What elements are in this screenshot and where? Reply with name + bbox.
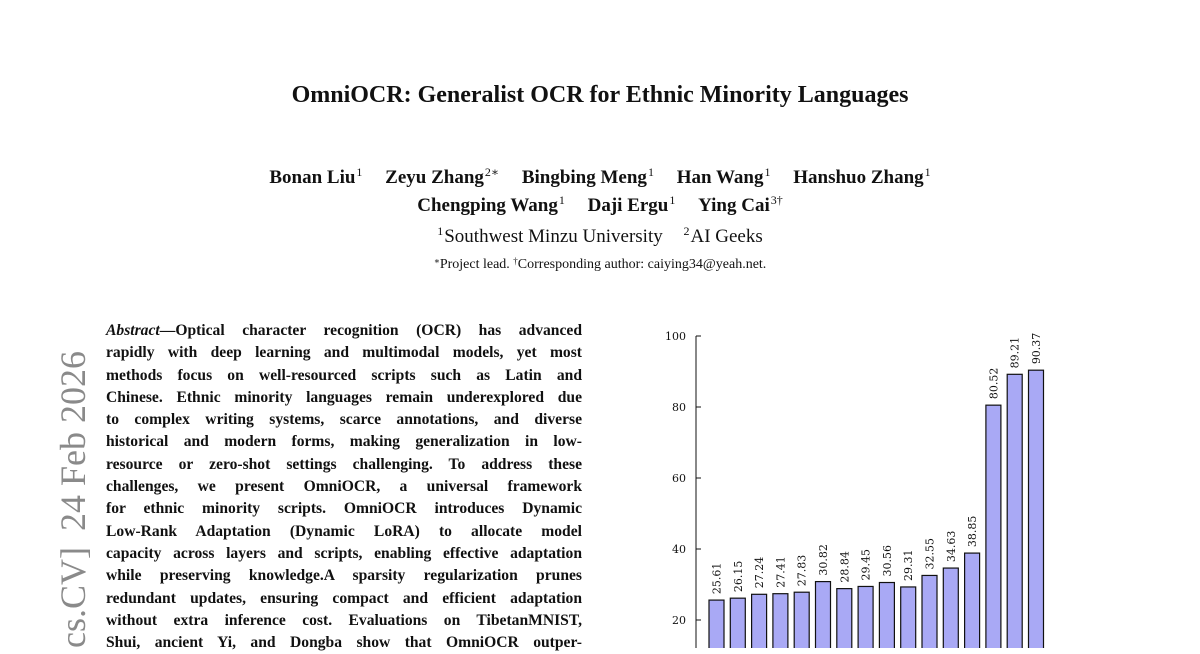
footnote-corr-mark: † — [513, 256, 518, 266]
author — [417, 195, 565, 217]
author-name: Daji Ergu — [587, 195, 669, 216]
author-name: Han Wang — [676, 167, 764, 188]
author-mark: 1 — [647, 165, 654, 179]
bar-value-label: 27.83 — [795, 554, 809, 587]
bar-value-label: 34.63 — [944, 530, 958, 563]
abstract-line: methods focus on well-resourced scripts such as Latin and — [106, 366, 582, 384]
abstract-line: Low-Rank Adaptation (Dynamic LoRA) to allocate model — [106, 522, 582, 540]
authors-line-1 — [0, 167, 1200, 189]
bar — [730, 598, 745, 648]
bar — [901, 587, 916, 648]
abstract-label: Abstract — [106, 322, 160, 339]
bar-value-label: 30.82 — [817, 544, 830, 576]
chart-marks — [665, 330, 1044, 648]
author — [269, 167, 362, 189]
abstract-line: for ethnic minority scripts. OmniOCR introduces Dynamic — [106, 500, 582, 518]
abstract-line: Chinese. Ethnic minority languages remain underexplored due — [106, 388, 582, 406]
bar-value-label: 25.61 — [710, 562, 724, 595]
abstract-line — [106, 320, 582, 342]
footnote-lead-text: Project lead. — [439, 257, 514, 272]
bar — [773, 594, 788, 648]
affiliation-name: AI Geeks — [690, 226, 763, 247]
author-name: Bonan Liu — [269, 167, 356, 188]
bar — [858, 586, 873, 648]
bar-value-label: 26.15 — [731, 560, 745, 593]
abstract-line: redundant updates, ensuring compact and efficient adaptation — [106, 589, 582, 607]
abstract-line: historical and modern forms, making generalization in low- — [106, 433, 582, 451]
bar — [943, 568, 958, 648]
bar-value-label: 90.37 — [1030, 332, 1043, 365]
bar — [965, 553, 980, 648]
bar — [879, 583, 894, 648]
bar-value-label: 89.21 — [1008, 336, 1022, 369]
accuracy-bar-chart — [620, 320, 1060, 648]
abstract-line: while preserving knowledge.A sparsity regularization prunes — [106, 567, 582, 585]
bar-value-label: 27.41 — [774, 556, 788, 588]
bar — [816, 582, 831, 648]
abstract-line: to complex writing systems, scarce annotations, and diverse — [106, 411, 582, 429]
author-mark: 2∗ — [484, 165, 500, 179]
abstract-line-text: —Optical character recognition (OCR) has advanced — [159, 322, 582, 339]
abstract-line: Shui, ancient Yi, and Dongba show that OmniOCR outper- — [106, 634, 582, 652]
y-tick-label: 60 — [672, 472, 686, 485]
affiliations — [0, 226, 1200, 248]
bar-value-label: 30.56 — [880, 545, 894, 577]
bar — [794, 592, 809, 648]
bar-value-label: 29.45 — [859, 548, 873, 581]
author-mark: 1 — [558, 193, 565, 207]
bar-value-label: 32.55 — [923, 537, 937, 570]
arxiv-category: cs.CV] — [53, 547, 93, 648]
abstract-line: resource or zero-shot settings challenging. To address these — [106, 455, 582, 473]
bar-value-label: 38.85 — [966, 515, 980, 548]
abstract-line: challenges, we present OmniOCR, a universal framework — [106, 478, 582, 496]
authors-line-2 — [0, 195, 1200, 217]
affiliation-name: Southwest Minzu University — [444, 226, 663, 247]
author-name: Zeyu Zhang — [385, 167, 484, 188]
author-name: Hanshuo Zhang — [793, 167, 924, 188]
footnote-corr-text: Corresponding author: caiying34@yeah.net. — [517, 257, 767, 272]
author — [793, 167, 930, 189]
abstract-line: rapidly with deep learning and multimodal models, yet most — [106, 344, 582, 362]
affiliation-mark: 1 — [437, 224, 444, 238]
author — [588, 195, 676, 217]
author-mark: 1 — [764, 165, 771, 179]
author — [698, 195, 783, 217]
bar — [837, 589, 852, 648]
bar — [986, 405, 1001, 648]
abstract-line: without extra inference cost. Evaluations on TibetanMNIST, — [106, 611, 582, 629]
bar — [709, 600, 724, 648]
author-mark: 3† — [770, 193, 783, 207]
affiliation — [683, 226, 762, 248]
author-footnote — [0, 257, 1200, 273]
footnote-lead-mark: ∗ — [433, 256, 440, 266]
author-name: Chengping Wang — [417, 195, 558, 216]
bar — [1007, 374, 1022, 648]
author-name: Bingbing Meng — [521, 167, 647, 188]
author-name: Ying Cai — [698, 195, 770, 216]
affiliation-mark: 2 — [683, 224, 690, 238]
y-tick-label: 20 — [672, 614, 686, 627]
bar — [922, 575, 937, 648]
bar — [752, 594, 767, 648]
y-tick-label: 80 — [672, 401, 686, 414]
author — [677, 167, 771, 189]
author — [522, 167, 654, 189]
bar-value-label: 80.52 — [987, 367, 1001, 400]
author-mark: 1 — [356, 165, 363, 179]
y-tick-label: 100 — [665, 330, 686, 343]
affiliation — [437, 226, 663, 248]
paper-title: OmniOCR: Generalist OCR for Ethnic Minority Languages — [291, 82, 909, 108]
author-mark: 1 — [669, 193, 676, 207]
bar — [1029, 370, 1044, 648]
abstract — [106, 320, 582, 654]
bar-value-label: 27.24 — [753, 556, 767, 589]
bar-value-label: 28.84 — [838, 551, 852, 583]
author-mark: 1 — [924, 165, 931, 179]
arxiv-date: 24 Feb 2026 — [53, 351, 93, 531]
bar-value-label: 29.31 — [902, 549, 916, 581]
author — [385, 167, 499, 189]
abstract-line: capacity across layers and scripts, enabling effective adaptation — [106, 544, 582, 562]
arxiv-stamp — [52, 351, 94, 648]
y-tick-label: 40 — [672, 543, 686, 556]
